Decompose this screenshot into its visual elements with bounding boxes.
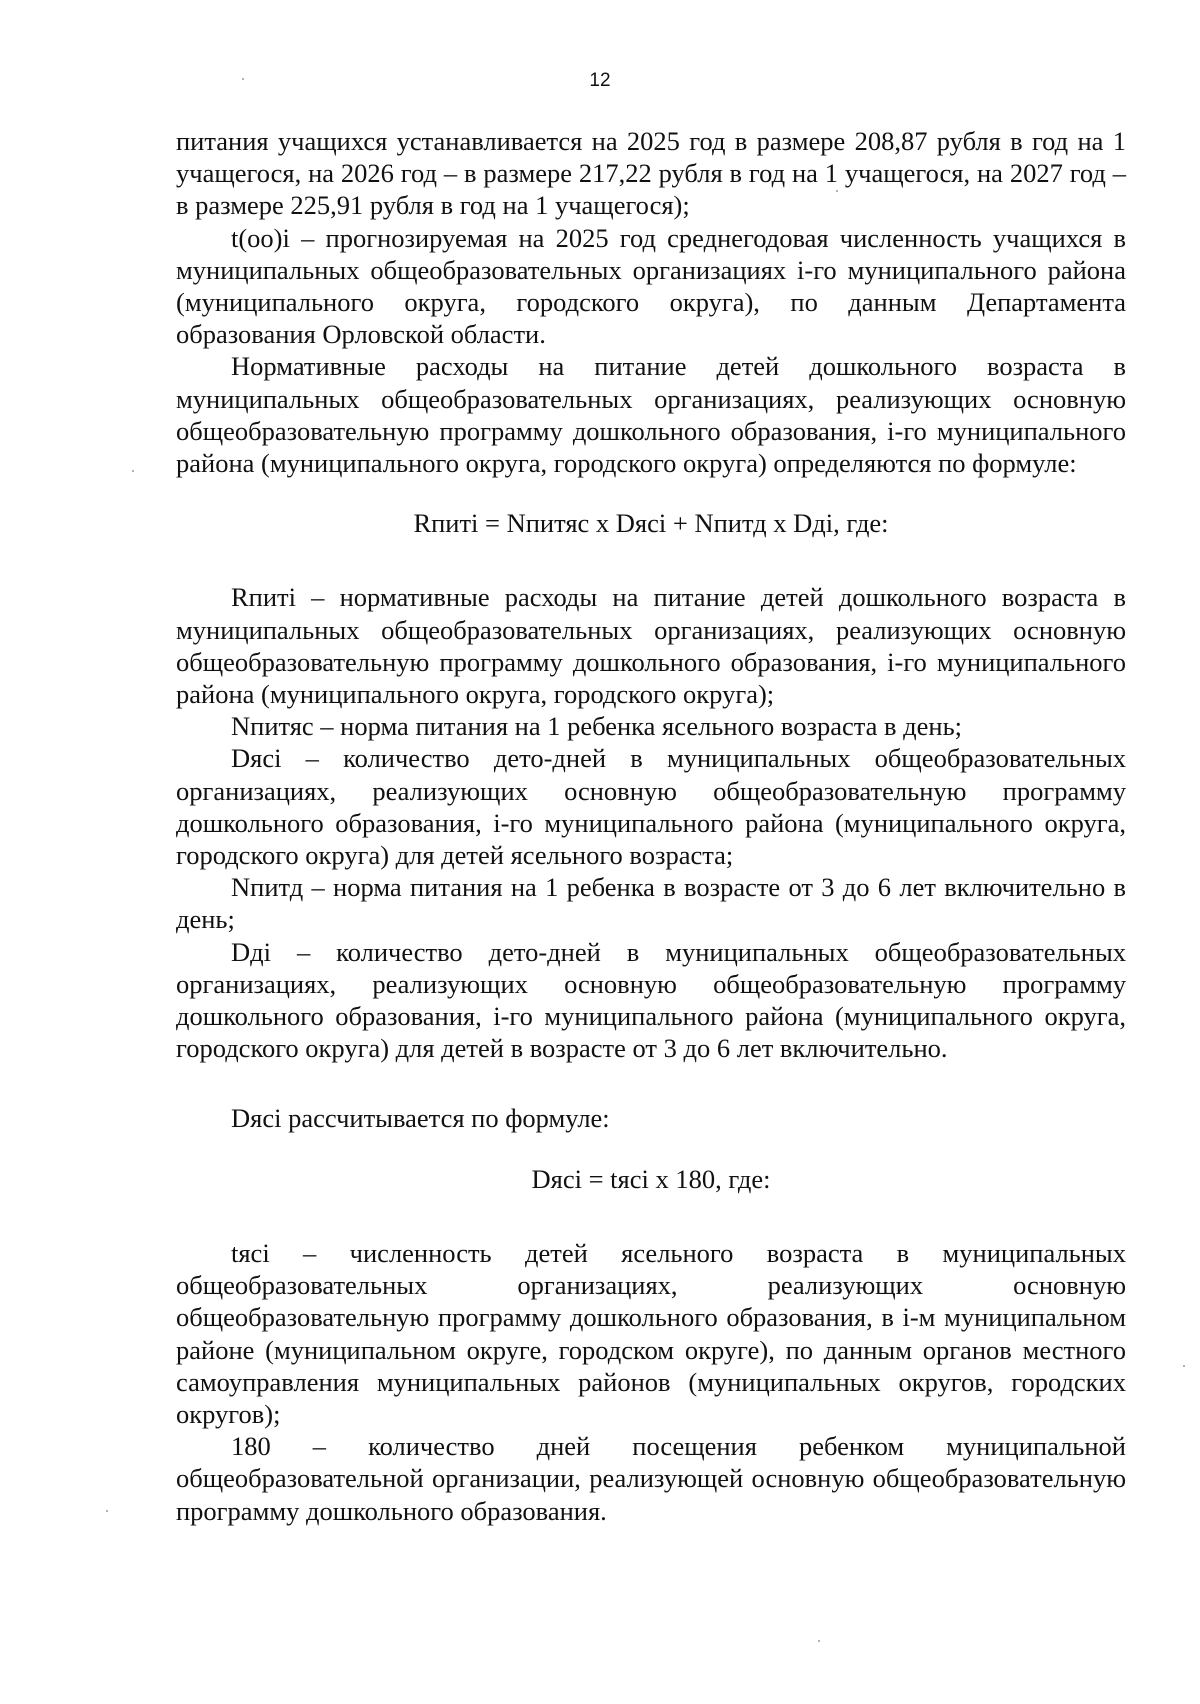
paragraph-dd-definition: Dдi – количество дето-дней в муниципальных общеобразовательных организациях, реализующих основную общеобразовательную программу дошкольного образования, i-го муниципального района (муниципального округа, городского округа) для детей в возрасте от 3 до 6 лет включительно. <box>176 936 1126 1064</box>
scan-speck <box>242 78 244 80</box>
paragraph-t-oo-definition: t(оо)i – прогнозируемая на 2025 год среднегодовая численность учащихся в муниципальных общеобразовательных организациях i-го муниципального района (муниципального округа, городского округа), по данным Департамента образования Орловской области. <box>176 222 1126 350</box>
paragraph-tyas-definition: tясi – численность детей ясельного возраста в муниципальных общеобразовательных организациях, реализующих основную общеобразовательную программу дошкольного образования, в i-м муниципальном районе (муниципальном округе, городском округе), по данным органов местного самоуправления муниципальных районов (муниципальных округов, городских округов); <box>176 1237 1126 1429</box>
scan-speck <box>106 1510 108 1512</box>
paragraph-180-definition: 180 – количество дней посещения ребенком муниципальной общеобразовательной организации, реализующей основную общеобразовательную программу дошкольного образования. <box>176 1431 1126 1526</box>
scan-speck <box>818 1640 820 1642</box>
scan-speck <box>1183 1365 1185 1367</box>
paragraph-npitd-definition: Nпитд – норма питания на 1 ребенка в возрасте от 3 до 6 лет включительно в день; <box>176 872 1126 935</box>
paragraph-dyas-definition: Dясi – количество дето-дней в муниципальных общеобразовательных организациях, реализующих основную общеобразовательную программу дошкольного образования, i-го муниципального района (муниципального округа, городского округа) для детей ясельного возраста; <box>176 743 1126 871</box>
paragraph-continuation: питания учащихся устанавливается на 2025 год в размере 208,87 рубля в год на 1 учащегося, на 2026 год – в размере 217,22 рубля в год на 1 учащегося, на 2027 год – в размере 225,91 рубля в год на 1 учащегося); <box>176 126 1126 221</box>
document-body <box>176 125 1126 1527</box>
paragraph-dyas-intro: Dясi рассчитывается по формуле: <box>231 1103 610 1134</box>
paragraph-npityas-definition: Nпитяс – норма питания на 1 ребенка ясельного возраста в день; <box>231 711 963 742</box>
formula-dyas: Dясi = tясi x 180, где: <box>531 1163 771 1194</box>
paragraph-rpit-definition: Rпитi – нормативные расходы на питание детей дошкольного возраста в муниципальных общеобразовательных организациях, реализующих основную общеобразовательную программу дошкольного образования, i-го муниципального района (муниципального округа, городского округа); <box>176 582 1126 710</box>
formula-rpit: Rпитi = Nпитяс x Dясi + Nпитд x Dдi, где: <box>413 508 889 539</box>
page-number: 12 <box>589 70 611 91</box>
scan-speck <box>836 190 838 192</box>
scan-speck <box>132 470 134 472</box>
paragraph-preschool-intro: Нормативные расходы на питание детей дошкольного возраста в муниципальных общеобразовательных организациях, реализующих основную общеобразовательную программу дошкольного образования, i-го муниципального района (муниципального округа, городского округа) определяются по формуле: <box>176 351 1126 479</box>
